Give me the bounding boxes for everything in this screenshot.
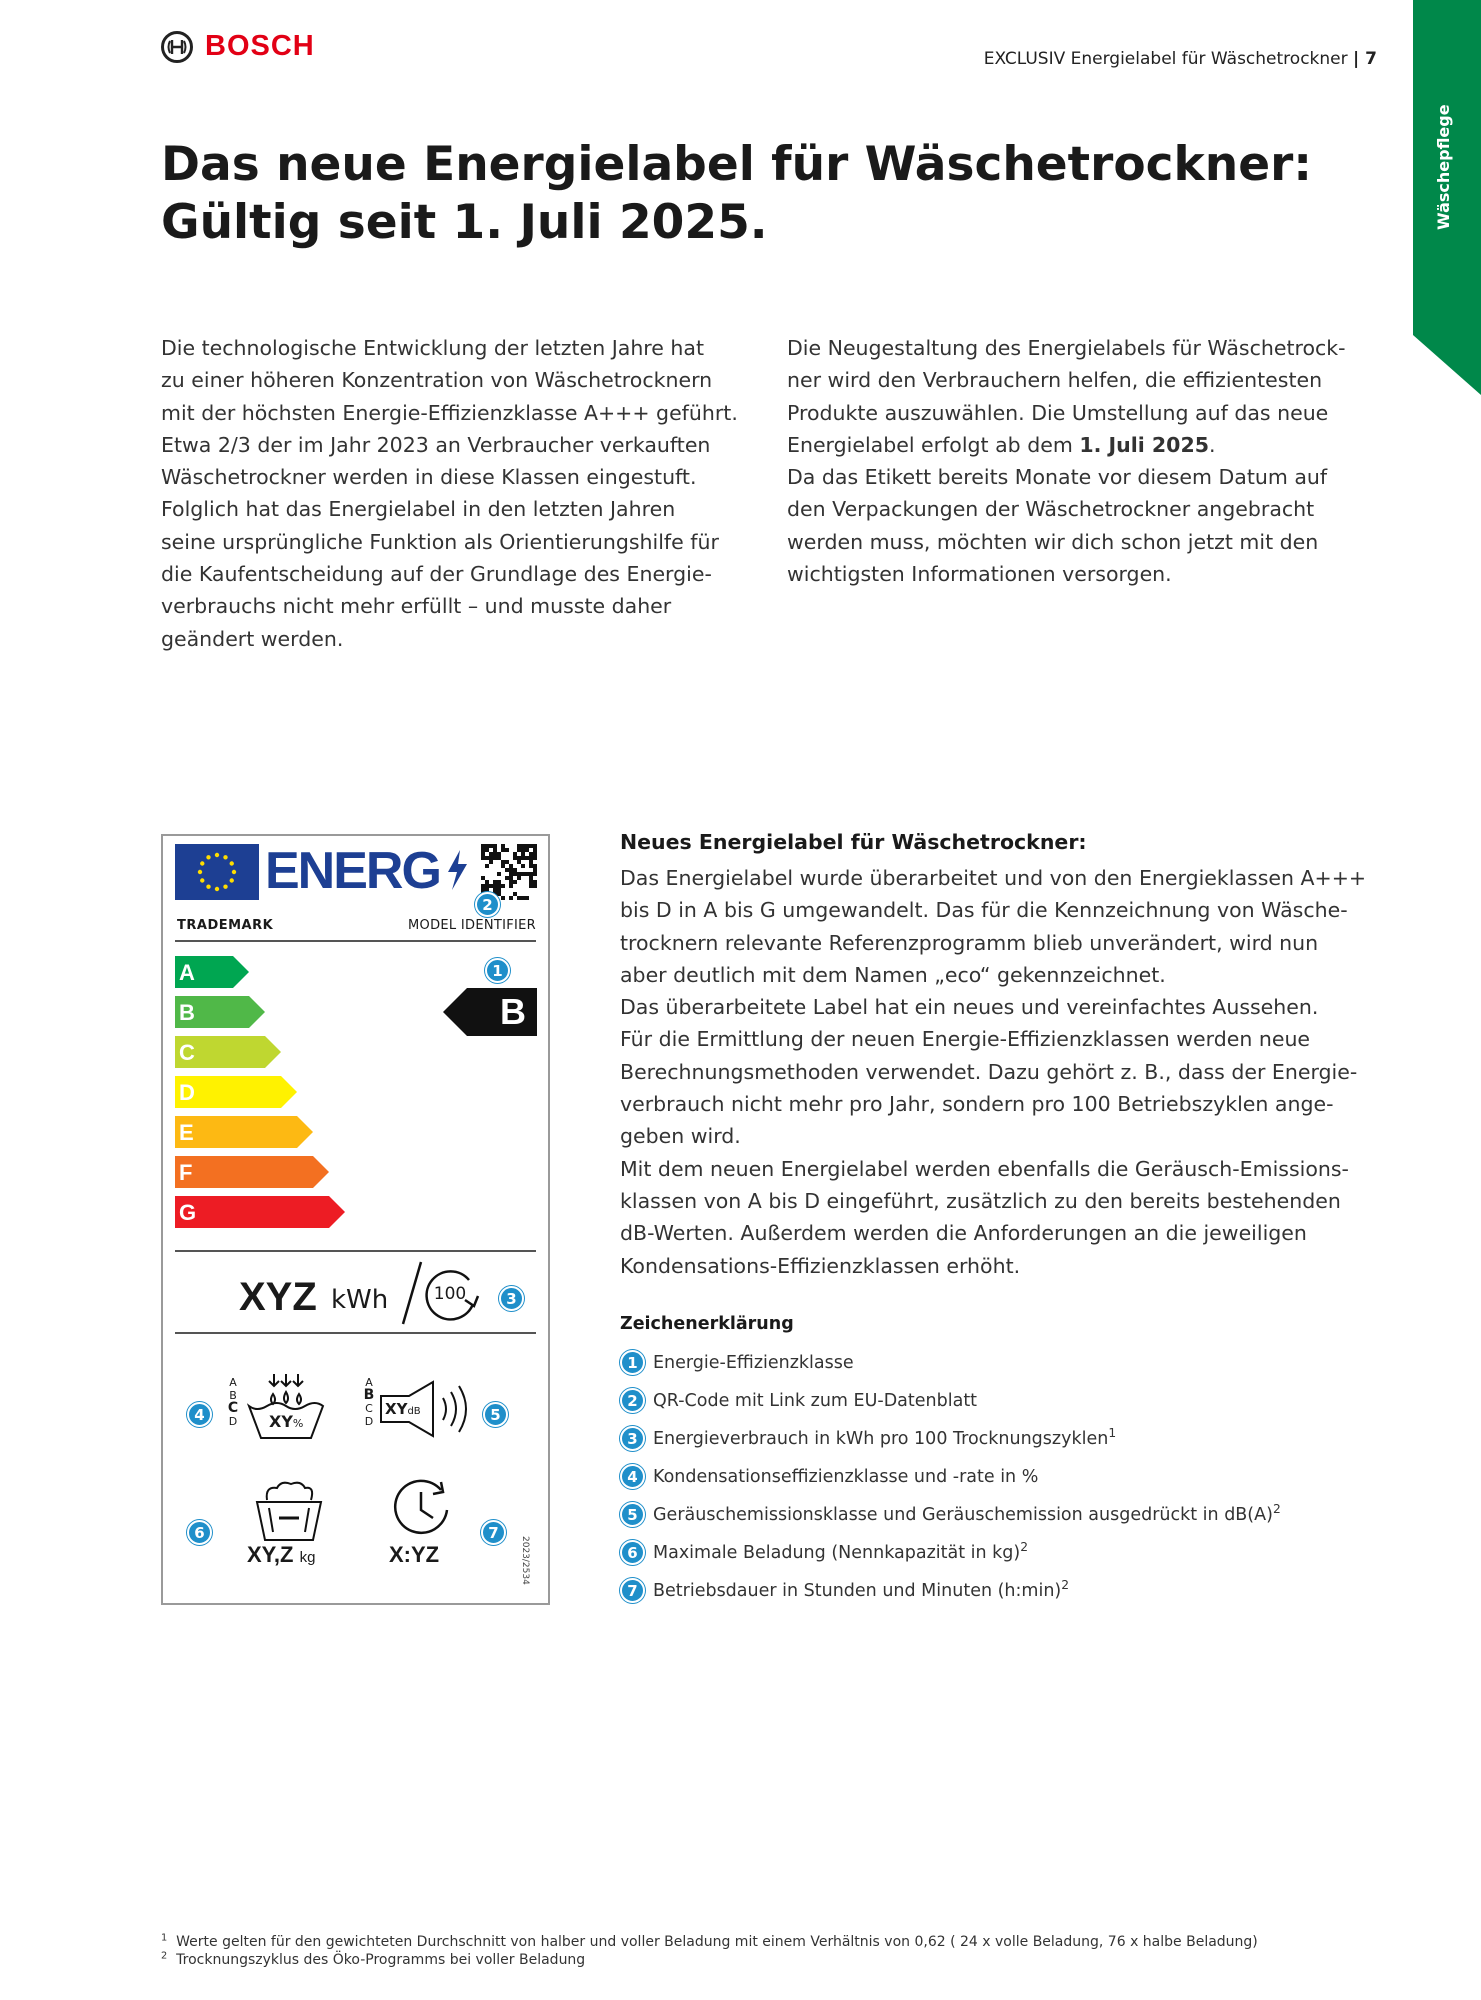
qr-cell — [505, 876, 509, 880]
bosch-armature-icon — [161, 31, 193, 63]
consumption-value: XYZ — [239, 1275, 317, 1319]
eu-star — [215, 853, 219, 857]
intro-right-part1: Die Neugestaltung des Energielabels für Wäschetrock- ner wird den Verbrauchern helfen, die effizientesten Produkte auszuwählen. Die Umstellung auf das neue Energielabel erfolgt ab dem — [787, 336, 1346, 457]
consumption-unit: kWh — [331, 1285, 389, 1315]
qr-cell — [493, 844, 497, 848]
bosch-logo — [161, 30, 315, 63]
qr-cell — [481, 848, 485, 852]
trademark-text: TRADEMARK — [177, 918, 274, 933]
qr-cell — [505, 848, 509, 852]
legend-item — [620, 1540, 1028, 1565]
regulation-number: 2023/2534 — [520, 1536, 530, 1585]
legend-badge-5: 5 — [620, 1502, 645, 1527]
qr-cell — [481, 884, 485, 888]
brand-name: BOSCH — [205, 30, 315, 62]
qr-cell — [505, 860, 509, 864]
qr-cell — [517, 856, 521, 860]
qr-cell — [509, 876, 513, 880]
energy-class-bar-f — [175, 1156, 329, 1188]
qr-cell — [485, 856, 489, 860]
eu-star — [206, 885, 210, 889]
qr-cell — [509, 896, 513, 900]
qr-cell — [509, 868, 513, 872]
eu-star — [230, 861, 234, 865]
qr-cell — [529, 856, 533, 860]
qr-cell — [517, 876, 521, 880]
eu-star — [206, 855, 210, 859]
label-divider-bottom — [175, 1332, 536, 1334]
label-badge-5: 5 — [483, 1402, 508, 1427]
qr-cell — [501, 896, 505, 900]
qr-cell — [533, 880, 537, 884]
qr-cell — [533, 868, 537, 872]
lightning-icon — [445, 850, 469, 890]
qr-cell — [497, 888, 501, 892]
eu-star — [223, 855, 227, 859]
qr-cell — [533, 884, 537, 888]
page-title-line2: Gültig seit 1. Juli 2025. — [161, 195, 768, 250]
qr-cell — [533, 848, 537, 852]
condensation-value-text: XY — [269, 1412, 293, 1431]
page-title-line1: Das neue Energielabel für Wäschetrockner: — [161, 137, 1313, 192]
energy-class-scale — [175, 956, 375, 1246]
qr-cell — [485, 884, 489, 888]
energy-class-letter-a: A — [179, 960, 195, 985]
capacity-unit: kg — [299, 1549, 316, 1566]
legend-text-main: Maximale Beladung (Nennkapazität in kg) — [653, 1542, 1021, 1563]
qr-cell — [529, 844, 533, 848]
qr-cell — [501, 844, 505, 848]
qr-cell — [533, 852, 537, 856]
qr-cell — [533, 856, 537, 860]
rated-class-letter: B — [500, 991, 526, 1032]
eu-star — [198, 870, 202, 874]
legend-text-main: Geräuschemissionsklasse und Geräuschemission ausgedrückt in dB(A) — [653, 1504, 1273, 1525]
energy-class-letter-d: D — [179, 1080, 195, 1105]
qr-cell — [521, 844, 525, 848]
running-title: EXCLUSIV Energielabel für Wäschetrockner — [983, 49, 1348, 69]
qr-cell — [529, 876, 533, 880]
qr-cell — [481, 876, 485, 880]
qr-cell — [485, 848, 489, 852]
model-identifier-text: MODEL IDENTIFIER — [408, 918, 536, 933]
energy-class-letter-g: G — [179, 1200, 197, 1225]
cycle-count: 100 — [433, 1284, 467, 1304]
qr-cell — [501, 864, 505, 868]
qr-cell — [525, 856, 529, 860]
qr-cell — [485, 844, 489, 848]
qr-cell — [533, 864, 537, 868]
qr-cell — [521, 896, 525, 900]
legend-text-main: QR-Code mit Link zum EU-Datenblatt — [653, 1390, 978, 1411]
energy-class-letter-b: B — [179, 1000, 195, 1025]
footnote-1 — [161, 1933, 1258, 1951]
legend-text — [653, 1425, 1117, 1449]
qr-cell — [521, 848, 525, 852]
qr-cell — [517, 844, 521, 848]
label-badge-6: 6 — [187, 1520, 212, 1545]
qr-cell — [521, 872, 525, 876]
qr-cell — [525, 896, 529, 900]
condensation-basin-icon — [247, 1372, 325, 1442]
legend-footnote-mark: 2 — [1061, 1577, 1070, 1592]
eu-star — [200, 861, 204, 865]
eu-flag-icon — [175, 844, 259, 900]
eu-star — [200, 878, 204, 882]
legend-text-main: Energieverbrauch in kWh pro 100 Trocknungszyklen — [653, 1428, 1109, 1449]
qr-cell — [521, 856, 525, 860]
condensation-value — [269, 1412, 303, 1431]
capacity-value-text: XY,Z — [247, 1542, 294, 1567]
legend-badge-4: 4 — [620, 1464, 645, 1489]
qr-cell — [513, 892, 517, 896]
clock-icon — [389, 1476, 453, 1540]
qr-cell — [489, 860, 493, 864]
qr-cell — [525, 872, 529, 876]
label-badge-3: 3 — [499, 1286, 524, 1311]
qr-cell — [529, 872, 533, 876]
legend-badge-1: 1 — [620, 1350, 645, 1375]
slash-divider — [401, 1260, 423, 1326]
footnote-text: Werte gelten für den gewichteten Durchschnitt von halber und voller Beladung mit einem Verhältnis von 0,62 ( 24 x volle Beladung, 76 x halbe Beladung) — [176, 1934, 1258, 1950]
legend-badge-7: 7 — [620, 1578, 645, 1603]
qr-cell — [489, 884, 493, 888]
section-title: Neues Energielabel für Wäschetrockner: — [620, 830, 1087, 854]
qr-cell — [489, 844, 493, 848]
noise-scale-a: A — [365, 1376, 373, 1389]
noise-unit: dB — [407, 1406, 421, 1417]
qr-cell — [533, 872, 537, 876]
page-title — [161, 136, 1312, 252]
qr-cell — [505, 868, 509, 872]
duration-value: X:YZ — [389, 1542, 440, 1567]
footnote-mark: 1 — [161, 1932, 168, 1944]
qr-cell — [509, 880, 513, 884]
noise-scale-d: D — [364, 1415, 374, 1428]
qr-cell — [501, 848, 505, 852]
intro-left-paragraph: Die technologische Entwicklung der letzten Jahre hat zu einer höheren Konzentration von Wäschetrocknern mit der höchsten Energie-Effizienzklasse A+++ geführt. Etwa 2/3 der im Jahr 2023 an Verbraucher verkauften Wäschetrockner werden in diese Klassen eingestuft. Folglich hat das Energielabel in den letzten Jahren seine ursprüngliche Funktion als Orientierungshilfe für die Kaufentscheidung auf der Grundlage des Energie- verbrauchs nicht mehr erfüllt – und musste daher geändert werden. — [161, 336, 738, 651]
qr-cell — [509, 872, 513, 876]
legend-text — [653, 1501, 1281, 1525]
footnote-2 — [161, 1951, 1258, 1969]
qr-cell — [517, 848, 521, 852]
label-badge-2: 2 — [475, 892, 500, 917]
section-body: Das Energielabel wurde überarbeitet und von den Energieklassen A+++ bis D in A bis G umgewandelt. Das für die Kennzeichnung von Wäsche- trocknern relevante Referenzprogramm blieb unverändert, wird nun aber deutlich mit dem Namen „eco“ gekennzeichnet. Das überarbeitete Label hat ein neues und vereinfachtes Aussehen. Für die Ermittlung der neuen Energie-Effizienzklassen werden neue Berechnungsmethoden verwendet. Dazu gehört z. B., dass der Energie- verbrauch nicht mehr pro Jahr, sondern pro 100 Betriebszyklen ange- geben wird. Mit dem neuen Energielabel werden ebenfalls die Geräusch-Emissions- klassen von A bis D eingeführt, zusätzlich zu den bereits bestehenden dB-Werten. Außerdem werden die Anforderungen an die jeweiligen Kondensations-Effizienzklassen erhöht. — [620, 866, 1367, 1278]
legend-text — [653, 1391, 977, 1411]
legend-badge-6: 6 — [620, 1540, 645, 1565]
qr-cell — [481, 852, 485, 856]
eu-star — [232, 870, 236, 874]
qr-cell — [493, 848, 497, 852]
qr-cell — [501, 884, 505, 888]
qr-cell — [493, 856, 497, 860]
qr-cell — [497, 856, 501, 860]
qr-cell — [497, 872, 501, 876]
legend-badge-3: 3 — [620, 1426, 645, 1451]
label-divider-top — [175, 940, 536, 942]
energy-class-bar-g — [175, 1196, 345, 1228]
qr-cell — [513, 852, 517, 856]
qr-cell — [517, 872, 521, 876]
legend-item — [620, 1464, 1038, 1489]
eu-star — [223, 885, 227, 889]
eu-star — [215, 887, 219, 891]
legend-text-main: Betriebsdauer in Stunden und Minuten (h:min) — [653, 1580, 1062, 1601]
qr-cell — [485, 880, 489, 884]
legend-title: Zeichenerklärung — [620, 1314, 794, 1334]
qr-cell — [517, 860, 521, 864]
condensation-scale — [227, 1376, 239, 1428]
qr-cell — [513, 880, 517, 884]
eu-star — [230, 878, 234, 882]
qr-cell — [525, 844, 529, 848]
qr-cell — [509, 884, 513, 888]
intro-right-date: 1. Juli 2025 — [1079, 432, 1209, 457]
noise-scale-b: B — [363, 1387, 375, 1403]
legend-footnote-mark: 2 — [1272, 1501, 1281, 1516]
legend-footnote-mark: 2 — [1020, 1539, 1029, 1554]
condensation-scale-d: D — [228, 1415, 238, 1428]
legend-badge-2: 2 — [620, 1388, 645, 1413]
qr-cell — [489, 852, 493, 856]
legend-item — [620, 1350, 854, 1375]
qr-cell — [493, 884, 497, 888]
condensation-scale-a: A — [229, 1376, 237, 1389]
energy-class-bar-e — [175, 1116, 313, 1148]
side-tab-label: Wäschepflege — [1434, 104, 1453, 230]
qr-cell — [521, 852, 525, 856]
footnotes — [161, 1933, 1258, 1969]
qr-cell — [521, 864, 525, 868]
condensation-unit: % — [292, 1417, 304, 1430]
page-number: 7 — [1365, 49, 1377, 69]
legend-text-main: Kondensationseffizienzklasse und -rate in % — [653, 1466, 1039, 1487]
qr-cell — [529, 864, 533, 868]
running-header — [984, 49, 1377, 69]
noise-value-text: XY — [385, 1400, 408, 1418]
condensation-scale-b: B — [229, 1389, 237, 1402]
capacity-value — [247, 1542, 315, 1568]
qr-cell — [529, 884, 533, 888]
qr-cell — [509, 864, 513, 868]
legend-text-main: Energie-Effizienzklasse — [653, 1352, 854, 1373]
legend-text — [653, 1539, 1029, 1563]
qr-cell — [513, 868, 517, 872]
qr-cell — [493, 888, 497, 892]
energy-class-letter-e: E — [179, 1120, 194, 1145]
qr-cell — [517, 896, 521, 900]
qr-cell — [525, 848, 529, 852]
qr-cell — [529, 880, 533, 884]
legend-item — [620, 1578, 1069, 1603]
footnote-mark: 2 — [161, 1950, 168, 1962]
energy-class-letter-f: F — [179, 1160, 193, 1185]
laundry-basket-icon — [251, 1478, 327, 1542]
qr-cell — [533, 844, 537, 848]
header-separator: | — [1353, 49, 1366, 69]
legend-item — [620, 1502, 1281, 1527]
qr-cell — [489, 856, 493, 860]
legend-footnote-mark: 1 — [1108, 1425, 1117, 1440]
qr-cell — [485, 864, 489, 868]
noise-scale — [363, 1376, 375, 1428]
intro-right-part2: . Da das Etikett bereits Monate vor diesem Datum auf den Verpackungen der Wäschetrockner angebracht werden muss, möchten wir dich schon jetzt mit den wichtigsten Informationen versorgen. — [787, 432, 1328, 587]
qr-cell — [481, 856, 485, 860]
qr-cell — [497, 880, 501, 884]
qr-cell — [493, 880, 497, 884]
qr-cell — [529, 852, 533, 856]
legend-text — [653, 1577, 1070, 1601]
qr-cell — [501, 860, 505, 864]
legend-text — [653, 1467, 1038, 1487]
qr-cell — [513, 872, 517, 876]
label-divider-mid — [175, 1250, 536, 1252]
energy-label — [161, 834, 550, 1605]
qr-cell — [513, 856, 517, 860]
footnote-text: Trocknungszyklus des Öko-Programms bei voller Beladung — [176, 1952, 586, 1968]
energy-word: ENERG — [265, 842, 440, 900]
qr-cell — [497, 884, 501, 888]
label-badge-4: 4 — [187, 1402, 212, 1427]
qr-cell — [497, 892, 501, 896]
noise-value — [385, 1400, 421, 1418]
noise-scale-c: C — [365, 1402, 373, 1415]
intro-right-paragraph — [787, 332, 1377, 590]
qr-cell — [529, 860, 533, 864]
qr-cell — [493, 852, 497, 856]
label-badge-1: 1 — [485, 958, 510, 983]
energy-class-letter-c: C — [179, 1040, 195, 1065]
label-badge-7: 7 — [481, 1520, 506, 1545]
legend-text — [653, 1353, 854, 1373]
qr-cell — [497, 852, 501, 856]
condensation-scale-c: C — [227, 1400, 239, 1416]
legend-item — [620, 1388, 977, 1413]
legend-item — [620, 1426, 1116, 1451]
qr-cell — [481, 844, 485, 848]
